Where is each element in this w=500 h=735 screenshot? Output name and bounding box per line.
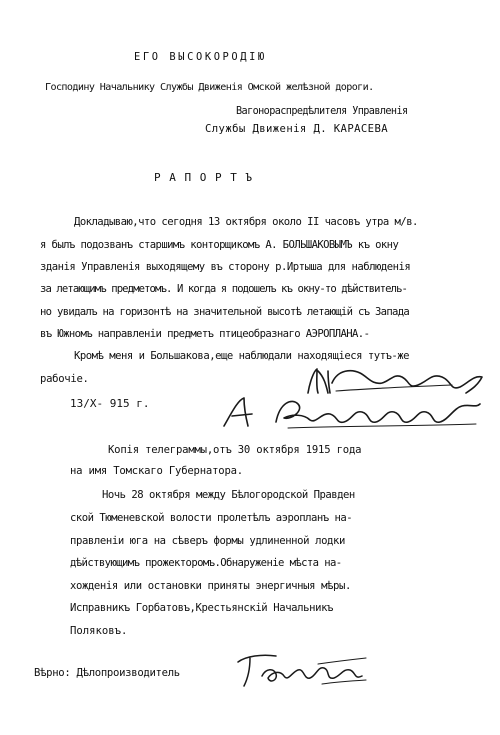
telegram-line: Ночь 28 октября между Бѣлогородской Правден [102, 489, 355, 501]
report-line: въ Южномъ направленіи предметъ птицеобразнаго АЭРОПЛАНА.- [40, 328, 370, 340]
certification-line: Вѣрно: Дѣлопроизводитель [34, 667, 180, 679]
clerk-signature [232, 648, 372, 690]
report-line: но увидалъ на горизонтѣ на значительной высотѣ летающій съ Запада [40, 306, 410, 318]
telegram-line: Поляковъ. [70, 625, 128, 637]
telegram-line: Исправникъ Горбатовъ,Крестьянскій Начальникъ [70, 602, 334, 614]
report-line: Кромѣ меня и Большакова,еще наблюдали находящіеся тутъ-же [74, 350, 410, 362]
telegram-line: дѣйствующимъ прожекторомъ.Обнаруженіе мѣста на- [70, 557, 342, 569]
report-line: рабочіе. [40, 373, 89, 385]
report-line: Докладываю,что сегодня 13 октября около II часовъ утра м/в. [74, 216, 418, 228]
bolshakov-signature [218, 392, 488, 432]
telegram-line: хожденія или остановки приняты энергичныя мѣры. [70, 580, 351, 592]
report-line: я былъ подозванъ старшимъ конторщикомъ А. БОЛЬШАКОВЫМЪ къ окну [40, 239, 399, 251]
report-title: Р А П О Р Т Ъ [154, 171, 254, 184]
sender-line-1: Вагонораспредѣлителя Управленія [236, 106, 408, 117]
telegram-heading: Копія телеграммы,отъ 30 октября 1915 года [108, 444, 362, 456]
sender-line-2: Службы Движенія Д. КАРАСЕВА [205, 123, 389, 135]
report-line: за летающимъ предметомъ. И когда я подошелъ къ окну-то дѣйствитель- [40, 283, 408, 295]
telegram-heading: на имя Томскаго Губернатора. [70, 465, 243, 477]
report-date: 13/Х- 915 г. [70, 397, 150, 410]
addressee-line: Господину Начальнику Службы Движенія Омской желѣзной дороги. [45, 82, 374, 93]
telegram-line: ской Тюменевской волости пролетѣлъ аэропланъ на- [70, 512, 353, 524]
telegram-line: правленіи юга на сѣверъ формы удлиненной лодки [70, 535, 345, 547]
addressee-title: ЕГО ВЫСОКОРОДІЮ [134, 51, 267, 63]
report-line: зданія Управленія выходящему въ сторону р.Иртыша для наблюденія [40, 261, 411, 273]
